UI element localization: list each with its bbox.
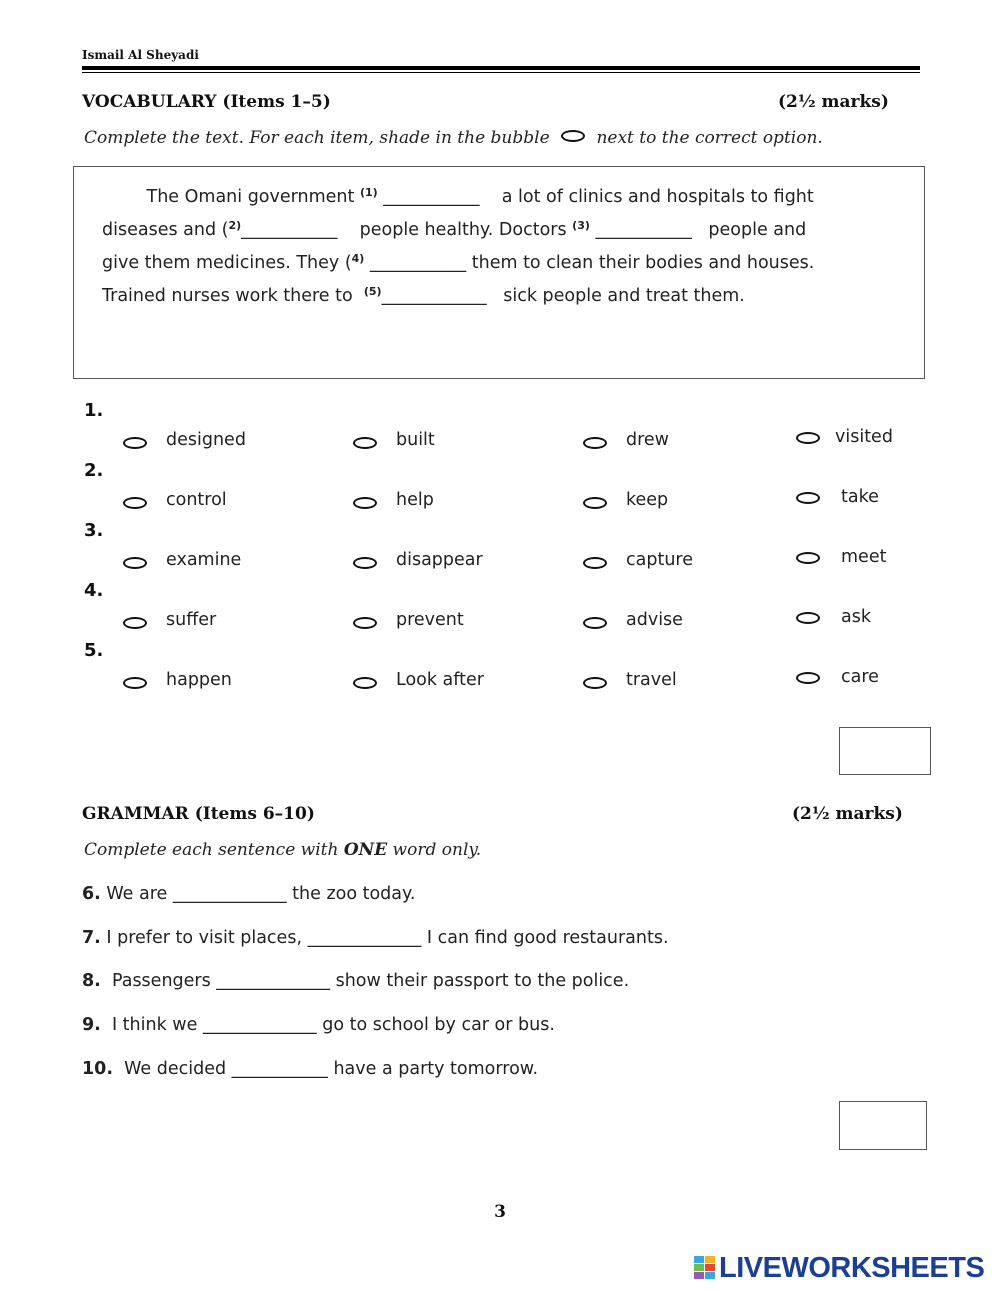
option-bubble[interactable] [796, 672, 820, 684]
option-bubble[interactable] [123, 617, 147, 629]
passage-line-1: The Omani government $^{(1)}$ ___________ a lot of clinics and hospitals to fight [146, 186, 814, 207]
logo-text: LIVEWORKSHEETS [719, 1251, 985, 1284]
header-rule-thick [82, 66, 920, 70]
option-bubble[interactable] [796, 432, 820, 444]
grammar-item: 6. We are _____________ the zoo today. [82, 884, 416, 904]
grammar-item: 8. Passengers _____________ show their passport to the police. [82, 971, 630, 991]
option-bubble[interactable] [583, 437, 607, 449]
option-label: ask [841, 607, 871, 627]
question-number: 4. [84, 580, 104, 601]
option-label: meet [841, 547, 887, 567]
option-label: Look after [396, 670, 484, 690]
question-number: 3. [84, 520, 104, 541]
option-label: help [396, 490, 434, 510]
option-bubble[interactable] [796, 492, 820, 504]
instruction-before: Complete the text. For each item, shade in the bubble [84, 128, 550, 148]
blank-3[interactable]: ___________ [589, 220, 692, 240]
option-label: control [166, 490, 227, 510]
grammar-score-box[interactable] [839, 1101, 927, 1150]
blank-2[interactable]: ___________ [241, 220, 338, 240]
instruction-after: next to the correct option. [596, 128, 823, 148]
option-bubble[interactable] [796, 612, 820, 624]
option-label: care [841, 667, 879, 687]
grammar-item: 7. I prefer to visit places, _____________ I can find good restaurants. [82, 928, 669, 948]
liveworksheets-logo [694, 1251, 985, 1284]
option-label: visited [835, 427, 893, 447]
option-label: take [841, 487, 879, 507]
grammar-item: 10. We decided ___________ have a party tomorrow. [82, 1059, 539, 1079]
page-number: 3 [494, 1202, 506, 1222]
bubble-example-icon [561, 130, 585, 142]
option-label: keep [626, 490, 669, 510]
option-bubble[interactable] [353, 677, 377, 689]
option-bubble[interactable] [123, 677, 147, 689]
vocabulary-instruction [84, 128, 823, 148]
question-number: 1. [84, 400, 104, 421]
grammar-instruction: Complete each sentence with ONE word only. [84, 840, 482, 860]
option-bubble[interactable] [583, 677, 607, 689]
option-label: happen [166, 670, 232, 690]
grammar-marks: (2½ marks) [792, 804, 903, 824]
vocabulary-marks: (2½ marks) [778, 92, 889, 112]
blank-4[interactable]: ___________ [364, 253, 467, 273]
option-bubble[interactable] [353, 617, 377, 629]
vocabulary-title: VOCABULARY (Items 1–5) [82, 92, 331, 112]
question-number: 5. [84, 640, 104, 661]
option-label: prevent [396, 610, 464, 630]
option-label: built [396, 430, 435, 450]
option-label: disappear [396, 550, 483, 570]
author-name: Ismail Al Sheyadi [82, 48, 199, 62]
passage-line-4: Trained nurses work there to $^{(5)}$____________ sick people and treat them. [102, 285, 745, 306]
option-bubble[interactable] [123, 437, 147, 449]
option-label: advise [626, 610, 683, 630]
option-bubble[interactable] [353, 497, 377, 509]
question-number: 2. [84, 460, 104, 481]
passage-line-3: give them medicines. They ($^{4)}$ ___________ them to clean their bodies and houses. [102, 252, 815, 273]
option-bubble[interactable] [796, 552, 820, 564]
option-label: designed [166, 430, 246, 450]
option-bubble[interactable] [583, 557, 607, 569]
option-bubble[interactable] [583, 497, 607, 509]
option-label: examine [166, 550, 242, 570]
passage-line-2: diseases and ($^{2)}$___________ people healthy. Doctors $^{(3)}$ ___________ people and [102, 219, 807, 240]
blank-1[interactable]: ___________ [377, 187, 480, 207]
option-label: travel [626, 670, 677, 690]
option-label: suffer [166, 610, 217, 630]
option-label: capture [626, 550, 693, 570]
option-bubble[interactable] [353, 557, 377, 569]
header-rule-thin [82, 72, 920, 73]
grammar-title: GRAMMAR (Items 6–10) [82, 804, 315, 824]
option-bubble[interactable] [123, 557, 147, 569]
grammar-item: 9. I think we _____________ go to school by car or bus. [82, 1015, 555, 1035]
logo-mark-icon [694, 1256, 716, 1280]
vocabulary-score-box[interactable] [839, 727, 931, 775]
option-label: drew [626, 430, 669, 450]
option-bubble[interactable] [583, 617, 607, 629]
option-bubble[interactable] [353, 437, 377, 449]
blank-5[interactable]: ____________ [381, 286, 487, 306]
option-bubble[interactable] [123, 497, 147, 509]
